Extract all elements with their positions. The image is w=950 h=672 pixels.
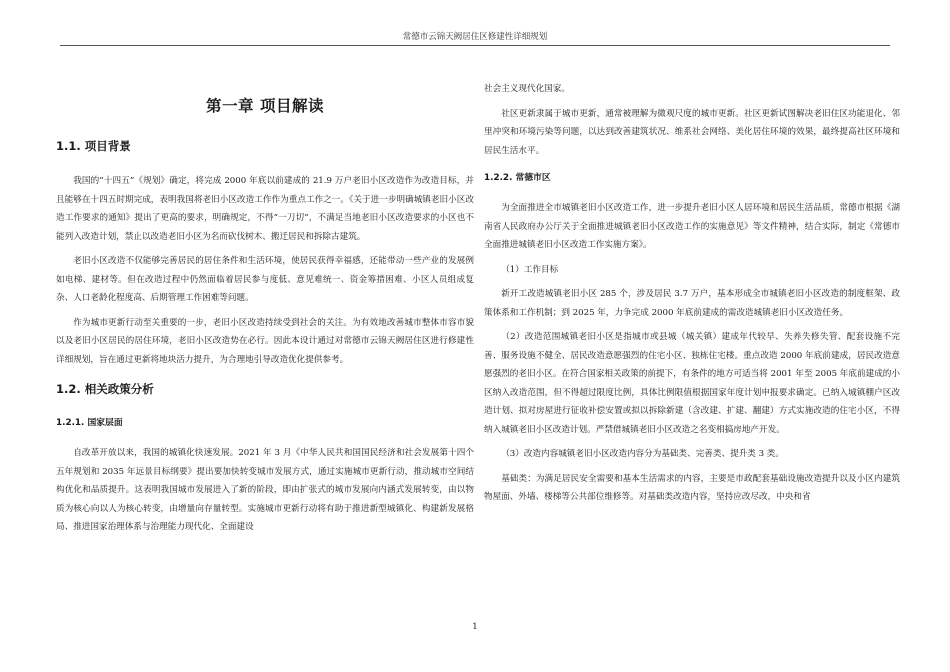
paragraph: 老旧小区改造不仅能够完善居民的居住条件和生活环境，使居民获得幸福感，还能带动一些产业的发展例如电梯、建材等。但在改造过程中仍然面临着居民参与度低、意见难统一、资金筹措困难、小区人员组成复杂、人口老龄化程度高、后期管理工作困难等问题。 (56, 256, 474, 303)
left-column (56, 78, 474, 543)
paragraph: 基础类：为满足居民安全需要和基本生活需求的内容，主要是市政配套基础设施改造提升以及小区内建筑物屋面、外墙、楼梯等公共部位维修等。对基础类改造内容，坚持应改尽改，中央和省 (484, 473, 900, 502)
chapter-title: 第一章 项目解读 (206, 97, 324, 115)
section-heading-1-2: 1.2. 相关政策分析 (56, 382, 154, 396)
section-heading-1-1: 1.1. 项目背景 (56, 139, 131, 153)
paragraph: 自改革开放以来，我国的城镇化快速发展。2021 年 3 月《中华人民共和国国民经济和社会发展第十四个五年规划和 2035 年远景目标纲要》提出要加快转变城市发展方式，通过实施城市更新行动，推动城市空间结构优化和品质提升。这表明我国城市发展进入了新的阶段，即由扩张式的城市发展向内涵式发展转变，由以物质为核心向以人为核心转变，由增量向存量转型。实施城市更新行动将有助于推进新型城镇化、构建新发展格局、推进国家治理体系与治理能力现代化、全面建设 (56, 448, 474, 532)
subsection-heading-1-2-2: 1.2.2. 常德市区 (484, 173, 551, 183)
header-rule (60, 45, 890, 46)
paragraph: 新开工改造城镇老旧小区 285 个，涉及居民 3.7 万户，基本形成全市城镇老旧小区改造的制度框架、政策体系和工作机制；到 2025 年，力争完成 2000 年底前建成的需改造城镇老旧小区改造任务。 (484, 289, 900, 318)
paragraph: 作为城市更新行动至关重要的一步，老旧小区改造持续受到社会的关注。为有效地改善城市整体市容市貌以及老旧小区居民的居住环境，老旧小区改造势在必行。因此本设计通过对常德市云锦天阙居住区进行修建性详细规划，旨在通过更新将地块活力提升，为合理地引导改造优化提供参考。 (56, 317, 474, 365)
paragraph: （2）改造范围城镇老旧小区是指城市或县城（城关镇）建成年代较早、失养失修失管、配套设施不完善、服务设施不健全、居民改造意愿强烈的住宅小区、独栋住宅楼。重点改造 2000 年底前建成，居民改造意愿强烈的老旧小区。在符合国家相关政策的前提下，有条件的地方可适当将 2001 年至 2005 年底前建成的小区纳入改造范围，但不得超过限度比例，具体比例限值根据国家年度计划申报要求确定。已纳入城镇棚户区改造计划、拟对房屋进行征收补偿安置或拟以拆除新建（含改建、扩建、翻建）方式实施改造的住宅小区，不得纳入城镇老旧小区改造计划。严禁借城镇老旧小区改造之名变相搞房地产开发。 (484, 332, 900, 435)
paragraph: （1）工作目标 (501, 264, 559, 275)
subsection-heading-1-2-1: 1.2.1. 国家层面 (56, 418, 123, 428)
paragraph: 我国的“十四五”《规划》确定，将完成 2000 年底以前建成的 21.9 万户老旧小区改造作为改造目标，并且能够在十四五时期完成，表明我国将老旧小区改造工作作为重点工作之一。《关于进一步明确城镇老旧小区改造工作要求的通知》提出了更高的要求，明确规定，不得“一刀切”，不满足当地老旧小区改造要求的小区也不能列入改造计划，禁止以改造老旧小区为名而砍伐树木、搬迁居民和拆除古建筑。 (56, 176, 474, 242)
paragraph: （3）改造内容城镇老旧小区改造内容分为基础类、完善类、提升类 3 类。 (501, 449, 784, 459)
paragraph: 为全面推进全市城镇老旧小区改造工作，进一步提升老旧小区人居环境和居民生活品质，常德市根据《湖南省人民政府办公厅关于全面推进城镇老旧小区改造工作的实施意见》等文件精神，结合实际，制定《常德市全面推进城镇老旧小区改造工作实施方案》。 (484, 203, 900, 250)
page-number: 1 (472, 622, 478, 632)
paragraph: 社区更新隶属于城市更新，通常被理解为微观尺度的城市更新。社区更新试图解决老旧住区功能退化、邻里冲突和环境污染等问题，以达到改善建筑状况、维系社会网络、美化居住环境的效果，最终提高社区环境和居民生活水平。 (484, 108, 900, 156)
right-column (484, 80, 900, 513)
paragraph: 社会主义现代化国家。 (484, 84, 570, 94)
page-header: 常德市云锦天阙居住区修建性详细规划 (402, 32, 548, 42)
